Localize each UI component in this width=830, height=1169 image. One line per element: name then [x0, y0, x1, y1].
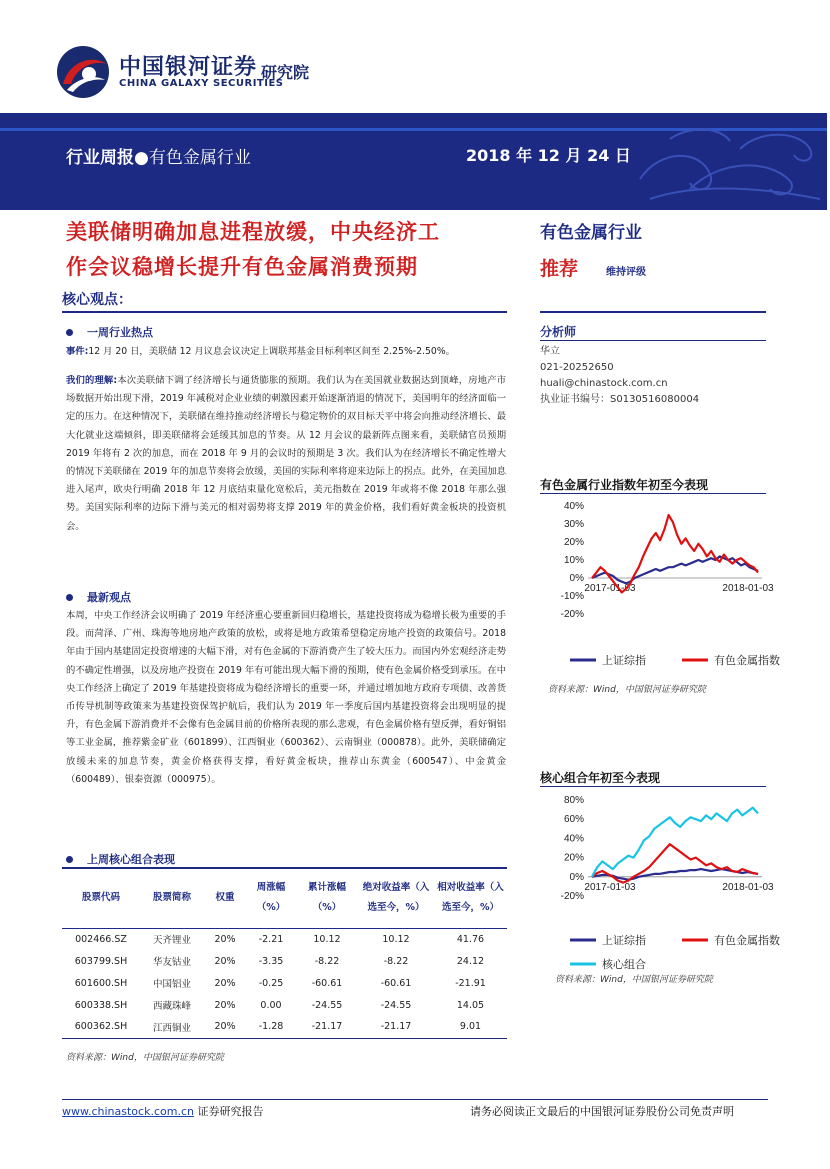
y-tick-label: 20%: [563, 537, 584, 548]
table-row: [62, 950, 507, 972]
portfolio-table: [62, 867, 507, 1039]
brand-sub: 研究院: [261, 63, 310, 82]
report-title-line2: 作会议稳增长提升有色金属消费预期: [66, 254, 418, 279]
footer-left: [62, 1103, 263, 1119]
rating-value: 推荐: [540, 258, 579, 280]
understanding-lead: 我们的理解:: [66, 375, 118, 386]
latest-paragraph: 本周，中央工作经济会议明确了 2019 年经济重心要重新回归稳增长，基建投资将成为稳增长极为重要的手段。而菏泽、广州、珠海等地房地产政策的放松，或将是地方政策希望稳定房地产投资的政策信号。2018 年由于国内基建固定投资增速的大幅下滑，对有色金属的下游消费产生了较大压力。而国内外宏观经济走势的不确定性增强，以及房地产投资在 2019 年有可能出现大幅下滑的预期，使有色金属价格受到承压。在中央工作经济上确定了 2019 年基建投资将成为稳经济增长的重要一环，并通过增加地方政府专项债、改善货币传导机制等政策来为基建投资保驾护航后，我们认为 2019 年一季度后国内基建投资将会出现明显的提升，有色金属下游消费并不会像有色金属目前的价格所表现的那么悲观，有色金属价格有望反弹，看好铜铝等工业金属，推荐紫金矿业（601899）、江西铜业（600362）、云南铜业（000878）。此外，美联储确定放缓未来的加息节奏，黄金价格获得支撑，看好黄金板块，推荐山东黄金（600547）、中金黄金（600489）、银泰资源（000975）。: [66, 610, 506, 785]
industry-index-chart: [540, 498, 780, 674]
table-cell: 600338.SH: [74, 999, 128, 1011]
chart1-title: 有色金属行业指数年初至今表现: [540, 478, 709, 492]
table-cell: 600362.SH: [62, 1016, 140, 1038]
footer-url[interactable]: www.chinastock.com.cn: [62, 1105, 194, 1118]
bullet-icon: ●: [134, 148, 149, 168]
report-title-line1: 美联储明确加息进程放缓，中央经济工: [66, 219, 440, 244]
y-tick-label: -20%: [560, 891, 584, 902]
table-cell: 20%: [214, 955, 236, 967]
divider: [540, 493, 766, 494]
y-tick-label: 0%: [569, 573, 584, 584]
report-category: [66, 143, 251, 168]
divider: [540, 340, 766, 341]
col-weight: 权重: [204, 868, 246, 928]
chart2-source: 资料来源：Wind，中国银河证券研究院: [555, 975, 713, 985]
col-code: 股票代码: [62, 868, 140, 928]
table-source: 资料来源：Wind，中国银河证券研究院: [66, 1053, 224, 1063]
table-cell: 20%: [204, 1016, 246, 1038]
report-type: 行业周报: [66, 148, 134, 168]
divider: [62, 311, 507, 313]
table-cell: 41.76: [456, 933, 485, 945]
analyst-info: [540, 344, 699, 408]
table-cell: 江西铜业: [140, 1016, 204, 1038]
table-cell: -21.91: [455, 977, 486, 989]
legend-label: 有色金属指数: [714, 934, 780, 947]
y-tick-label: -10%: [560, 591, 584, 602]
legend-label: 上证综指: [602, 654, 646, 667]
col-name: 股票简称: [140, 868, 204, 928]
y-tick-label: -20%: [560, 609, 584, 620]
table-cell: 20%: [214, 977, 236, 989]
event-lead: 事件:: [66, 346, 89, 357]
section-latest-heading: 最新观点: [66, 589, 131, 605]
col-weekly: 周涨幅 （%）: [246, 868, 296, 928]
col-relative: 相对收益率（入选至今，%）: [434, 868, 507, 928]
analyst-email[interactable]: huali@chinastock.com.cn: [540, 378, 668, 389]
bullet-icon: [66, 594, 73, 601]
analyst-heading: 分析师: [540, 325, 577, 339]
y-tick-label: 10%: [563, 555, 584, 566]
table-cell: 24.12: [456, 955, 485, 967]
analyst-phone: 021-20252650: [540, 362, 614, 373]
understanding-paragraph: [66, 372, 506, 536]
brand-logo: [55, 44, 355, 104]
series-line: [592, 515, 758, 592]
table-cell: -8.22: [383, 955, 409, 967]
core-portfolio-chart: [540, 792, 780, 971]
table-cell: -3.35: [258, 955, 284, 967]
bullet-icon: [66, 856, 73, 863]
series-line: [592, 808, 758, 877]
table-cell: 002466.SZ: [75, 933, 127, 945]
y-tick-label: 0%: [569, 871, 584, 883]
header-banner: [0, 113, 827, 210]
galaxy-logo-icon: [55, 44, 111, 100]
section-portfolio-heading: 上周核心组合表现: [66, 851, 175, 867]
table-cell: -8.22: [314, 955, 340, 967]
report-date: 2018 年 12 月 24 日: [466, 146, 631, 165]
chart1-source: 资料来源：Wind，中国银河证券研究院: [548, 685, 706, 695]
y-tick-label: 80%: [563, 795, 584, 806]
divider: [540, 311, 766, 313]
legend-label: 核心组合: [602, 958, 646, 971]
table-cell: 20%: [214, 999, 236, 1011]
divider: [540, 786, 766, 787]
x-tick-label: 2018-01-03: [722, 583, 774, 594]
table-cell: 603799.SH: [74, 955, 128, 967]
col-cumulative: 累计涨幅 （%）: [296, 868, 358, 928]
footer-label: 证券研究报告: [193, 1105, 264, 1118]
x-tick-label: 2017-01-03: [584, 583, 636, 594]
table-cell: 10.12: [313, 933, 341, 945]
footer-divider: [62, 1099, 768, 1100]
y-tick-label: 40%: [563, 501, 584, 512]
section-hot-heading: 一周行业热点: [66, 324, 153, 340]
table-row: [62, 1016, 507, 1038]
col-absolute: 绝对收益率（入选至今，%）: [358, 868, 434, 928]
table-cell: 天齐锂业: [152, 935, 191, 947]
table-header-row: [62, 868, 507, 928]
report-sector: 有色金属行业: [148, 148, 251, 168]
event-paragraph: [66, 343, 506, 361]
chart2-title: 核心组合年初至今表现: [540, 771, 661, 785]
legend-label: 有色金属指数: [714, 654, 780, 667]
table-cell: -24.55: [311, 999, 343, 1011]
table-cell: -60.61: [380, 977, 412, 989]
event-text: 12 月 20 日，美联储 12 月议息会议决定上调联邦基金目标利率区间至 2.25%-2.50%。: [88, 346, 455, 357]
table-cell: 14.05: [456, 999, 485, 1011]
x-tick-label: 2018-01-03: [722, 881, 774, 893]
rating-sector: 有色金属行业: [540, 223, 642, 243]
y-tick-label: 30%: [563, 519, 584, 530]
bullet-icon: [66, 329, 73, 336]
table-cell: 10.12: [382, 933, 410, 945]
table-cell: 中国铝业: [152, 979, 191, 990]
table-cell: 9.01: [434, 1016, 507, 1038]
x-tick-label: 2017-01-03: [584, 881, 636, 893]
table-cell: -1.28: [246, 1016, 296, 1038]
brand-name-cn: 中国银河证券: [119, 55, 258, 80]
understanding-text: 本次美联储下调了经济增长与通货膨胀的预期。我们认为在美国就业数据达到顶峰，房地产市场数据开始出现下滑，2019 年减税对企业业绩的刺激因素开始逐渐消退的情况下，美国明年的经济面临一定的压力。在这种情况下，美联储在维持推动经济增长与稳定物价的双目标天平中将会向推动经济增长、最大化就业这端倾斜，即美联储将会延缓其加息的节奏。从 12 月会议的最新阵点图来看，美联储官员预期 2019 年将有 2 次的加息，而在 2018 年 9 月的会议时的预期是 3 次。我们认为在经济增长不确定性增大的情况下美联储在 2019 年的加息节奏将会放缓，美国的实际利率将迎来边际上的拐点。此外，在美国加息进入尾声，欧央行明确 2018 年 12 月底结束量化宽松后，美元指数在 2019 年或将不像 2018 年那么强势。美国实际利率的边际下滑与美元的相对弱势将支撑 2019 年的黄金价格，我们看好黄金板块的投资机会。: [66, 375, 506, 532]
table-cell: 华友钴业: [152, 957, 191, 968]
table-cell: 0.00: [260, 999, 282, 1011]
table-cell: 601600.SH: [74, 977, 128, 989]
table-cell: -21.17: [358, 1016, 434, 1038]
table-cell: 西藏珠峰: [152, 1001, 191, 1012]
table-cell: -60.61: [311, 977, 343, 989]
series-line: [592, 556, 758, 583]
rating-note: 维持评级: [606, 267, 646, 278]
legend-label: 上证综指: [602, 934, 646, 947]
y-tick-label: 60%: [563, 814, 584, 826]
table-row: [62, 972, 507, 994]
table-row: [62, 928, 507, 950]
analyst-name: 华立: [540, 346, 560, 357]
analyst-license: 执业证书编号：S0130516080004: [540, 394, 700, 405]
core-view-heading: 核心观点：: [62, 292, 132, 308]
table-row: [62, 994, 507, 1016]
y-tick-label: 40%: [563, 833, 584, 845]
y-tick-label: 20%: [563, 852, 584, 864]
brand-name-en: CHINA GALAXY SECURITIES: [119, 78, 284, 89]
table-cell: -24.55: [380, 999, 412, 1011]
report-title: [66, 214, 506, 284]
footer-disclaimer: 请务必阅读正文最后的中国银河证券股份公司免责声明: [470, 1105, 734, 1118]
table-cell: -2.21: [258, 933, 284, 945]
cloud-pattern-icon: [630, 119, 830, 205]
table-cell: 20%: [214, 933, 236, 945]
table-cell: -21.17: [296, 1016, 358, 1038]
table-cell: -0.25: [258, 977, 284, 989]
